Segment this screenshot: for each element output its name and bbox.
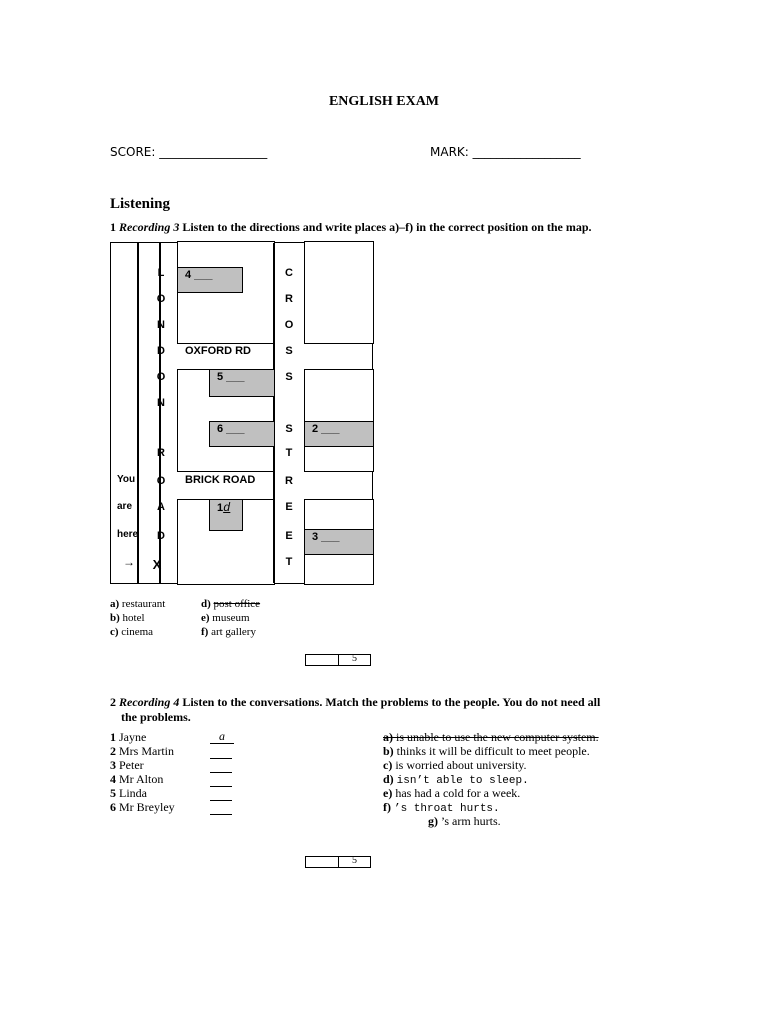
arrow-right-icon: → — [123, 555, 135, 569]
map-box-6[interactable]: 6 ___ — [209, 421, 275, 447]
street-letter: R — [285, 475, 293, 487]
q1-score-total: 5 — [352, 653, 357, 664]
cross-letter: S — [285, 371, 293, 383]
q2-score-total: 5 — [352, 855, 357, 866]
answer-blank-5[interactable] — [210, 800, 232, 801]
road-letter: D — [157, 530, 165, 542]
cross-street-left-edge — [273, 243, 275, 583]
option-d: d) post office — [201, 598, 261, 610]
oxford-rd-label: OXFORD RD — [185, 345, 251, 357]
q2-instruction — [110, 695, 600, 710]
street-letter: S — [285, 423, 293, 435]
problem-e: e) has had a cold for a week. — [383, 786, 521, 800]
section-heading-listening: Listening — [110, 196, 171, 212]
road-letter: O — [156, 475, 166, 487]
q1-recording: Recording 3 — [119, 220, 180, 234]
answer-blank-4[interactable] — [210, 786, 232, 787]
you-are-here-label: here — [117, 529, 139, 540]
q1-instruction-text: Listen to the directions and write places a)–f) in the correct position on the map. — [182, 220, 592, 234]
street-letter: E — [285, 530, 293, 542]
option-b: b) hotel — [110, 612, 145, 624]
problem-a: a) is unable to use the new computer system. — [383, 730, 599, 744]
person-row: 5 Linda — [110, 786, 147, 800]
road-letter: A — [157, 501, 165, 513]
street-letter: E — [285, 501, 293, 513]
q1-instruction — [110, 220, 592, 235]
you-are-here-label: are — [117, 501, 133, 512]
london-letter: N — [157, 319, 165, 331]
map-box-4[interactable]: 4 ___ — [177, 267, 243, 293]
option-a: a) restaurant — [110, 598, 166, 610]
map-box-1[interactable] — [209, 499, 243, 531]
you-are-here-x: X — [152, 557, 162, 572]
problem-b: b) thinks it will be difficult to meet people. — [383, 744, 590, 758]
london-letter: O — [156, 371, 166, 383]
q2-recording: Recording 4 — [119, 695, 180, 709]
q2-instruction-line2: the problems. — [121, 710, 191, 724]
london-letter: O — [156, 293, 166, 305]
option-f: f) art gallery — [201, 626, 256, 638]
london-letter: D — [157, 345, 165, 357]
london-letter: N — [157, 397, 165, 409]
london-letter: L — [157, 267, 165, 279]
option-c: c) cinema — [110, 626, 154, 638]
block-top-right — [304, 241, 374, 344]
person-row: 3 Peter — [110, 758, 144, 772]
page-title: ENGLISH EXAM — [328, 94, 440, 109]
you-are-here-label: You — [117, 474, 136, 485]
map-box-1-number: 1 — [217, 502, 224, 514]
cross-letter: O — [284, 319, 294, 331]
cross-letter: C — [285, 267, 293, 279]
directions-map — [110, 242, 373, 584]
map-box-5[interactable]: 5 ___ — [209, 369, 275, 397]
answer-blank-3[interactable] — [210, 772, 232, 773]
answer-blank-1[interactable]: a — [210, 730, 234, 744]
map-box-3[interactable]: 3 ___ — [304, 529, 374, 555]
q1-number: 1 — [110, 220, 116, 234]
person-row: 2 Mrs Martin — [110, 744, 174, 758]
map-box-1-answer: d — [223, 501, 231, 515]
person-row: 1 Jayne — [110, 730, 147, 744]
answer-blank-6[interactable] — [210, 814, 232, 815]
option-e: e) museum — [201, 612, 250, 624]
problem-c: c) is worried about university. — [383, 758, 527, 772]
cross-letter: R — [285, 293, 293, 305]
problem-d: d) isn’t able to sleep. — [383, 772, 529, 787]
score-field[interactable]: SCORE: __________________ — [110, 145, 268, 159]
map-box-2[interactable]: 2 ___ — [304, 421, 374, 447]
q2-instruction-text: Listen to the conversations. Match the problems to the people. You do not need all — [182, 695, 601, 709]
q2-number: 2 — [110, 695, 116, 709]
street-letter: T — [285, 447, 293, 459]
q1-score-box[interactable] — [305, 654, 371, 666]
cross-letter: S — [285, 345, 293, 357]
problem-f: f) ’s throat hurts. — [383, 800, 500, 815]
brick-road-label: BRICK ROAD — [185, 474, 256, 486]
q2-score-box[interactable] — [305, 856, 371, 868]
answer-blank-2[interactable] — [210, 758, 232, 759]
street-letter: T — [285, 556, 293, 568]
problem-g: g) ’s arm hurts. — [428, 814, 501, 828]
road-letter: R — [157, 447, 165, 459]
mark-field[interactable]: MARK: __________________ — [430, 145, 581, 159]
person-row: 6 Mr Breyley — [110, 800, 175, 814]
person-row: 4 Mr Alton — [110, 772, 164, 786]
